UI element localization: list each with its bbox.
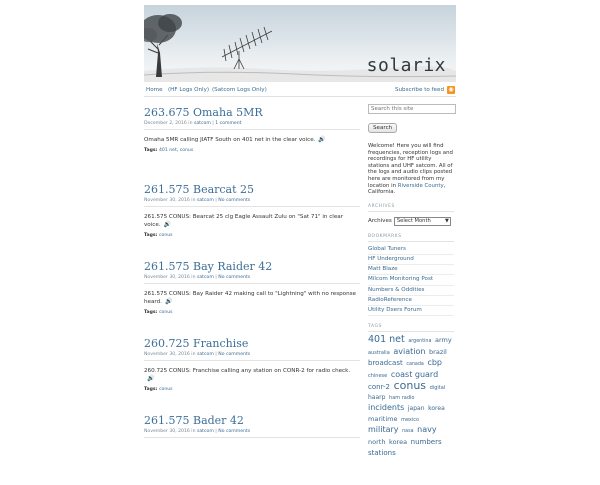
post-in-label: in bbox=[191, 275, 196, 280]
tag-cloud-link[interactable]: maritime bbox=[368, 415, 398, 424]
tag-cloud-link[interactable]: nasa bbox=[402, 429, 414, 435]
post bbox=[144, 183, 360, 254]
rss-icon[interactable]: ◉ bbox=[448, 86, 454, 93]
tag-cloud bbox=[368, 335, 454, 459]
post-body bbox=[144, 367, 360, 383]
post-category-link[interactable]: satcom bbox=[196, 429, 214, 434]
tag-link[interactable]: conus bbox=[158, 310, 173, 315]
tag-cloud-link[interactable]: cbp bbox=[427, 358, 443, 368]
archives-row bbox=[368, 217, 454, 226]
post bbox=[144, 260, 360, 331]
bookmarks-list bbox=[368, 245, 454, 316]
speaker-icon[interactable]: 🔊 bbox=[147, 375, 155, 382]
bookmark-link[interactable]: Numbers & Oddities bbox=[368, 286, 454, 296]
post-category-link[interactable]: satcom bbox=[196, 352, 214, 357]
tree-graphic bbox=[144, 14, 182, 77]
tags-label: Tags: bbox=[144, 148, 158, 153]
bookmark-link[interactable]: RadioReference bbox=[368, 296, 454, 306]
post-tags bbox=[144, 310, 360, 315]
speaker-icon[interactable]: 🔊 bbox=[163, 221, 172, 228]
tag-cloud-link[interactable]: ham radio bbox=[389, 395, 415, 402]
tag-cloud-link[interactable]: australia bbox=[368, 350, 390, 357]
bookmark-link[interactable]: Milcom Monitoring Post bbox=[368, 275, 454, 285]
tags-label: Tags: bbox=[144, 310, 158, 315]
header-banner bbox=[144, 5, 456, 82]
tag-cloud-link[interactable]: coast guard bbox=[390, 370, 439, 380]
post-meta: November 30, 2016 in satcom | No comments bbox=[144, 198, 360, 207]
tag-cloud-link[interactable]: argentina bbox=[408, 339, 432, 345]
post-comments-link[interactable]: No comments bbox=[218, 429, 251, 434]
tag-cloud-link[interactable]: army bbox=[435, 336, 452, 345]
post-in-label: in bbox=[191, 352, 196, 357]
nav-item-home[interactable]: Home bbox=[146, 87, 163, 93]
subscribe-feed-link[interactable]: Subscribe to feed bbox=[394, 87, 444, 93]
tag-cloud-link[interactable]: incidents bbox=[368, 403, 405, 413]
post-tags bbox=[144, 387, 360, 392]
post-text: Omaha 5MR calling JIATF South on 401 net in the clear voice. bbox=[144, 137, 316, 143]
top-nav bbox=[144, 82, 456, 97]
tags-label: Tags: bbox=[144, 387, 158, 392]
post-in-label: in bbox=[188, 121, 193, 126]
post-comments-link[interactable]: No comments bbox=[218, 198, 251, 203]
post-in-label: in bbox=[191, 198, 196, 203]
tag-link[interactable]: conus bbox=[158, 387, 173, 392]
tag-cloud-link[interactable]: stations bbox=[368, 449, 396, 458]
post-body bbox=[144, 213, 360, 229]
post-title[interactable]: 261.575 Bay Raider 42 bbox=[144, 260, 273, 273]
post-title[interactable]: 260.725 Franchise bbox=[144, 337, 249, 350]
search-button[interactable]: Search bbox=[368, 123, 397, 133]
post bbox=[144, 106, 360, 177]
sidebar bbox=[368, 104, 454, 459]
post-text: 261.575 CONUS: Bearcat 25 clg Eagle Assault Zulu on "Sat 71" in clear voice. bbox=[144, 214, 344, 228]
search-input[interactable] bbox=[368, 104, 456, 114]
post-in-label: in bbox=[191, 429, 196, 434]
post-category-link[interactable]: satcom bbox=[196, 198, 214, 203]
tag-cloud-link[interactable]: conus bbox=[393, 379, 427, 393]
tag-cloud-link[interactable]: digital bbox=[429, 385, 446, 392]
nav-item-satcom-logs[interactable]: (Satcom Logs Only) bbox=[212, 87, 267, 93]
post-category-link[interactable]: satcom bbox=[193, 121, 211, 126]
post-text: 260.725 CONUS: Franchise calling any station on CONR-2 for radio check. bbox=[144, 368, 351, 374]
welcome-post: , California. bbox=[368, 182, 446, 196]
post-title[interactable]: 261.575 Bader 42 bbox=[144, 414, 244, 427]
tag-cloud-link[interactable]: canada bbox=[406, 362, 424, 368]
tag-cloud-link[interactable]: conr-2 bbox=[368, 383, 390, 392]
nav-item-hf-logs[interactable]: (HF Logs Only) bbox=[168, 87, 210, 93]
post-body bbox=[144, 290, 360, 306]
tag-cloud-link[interactable]: haarp bbox=[368, 394, 386, 402]
main-content bbox=[144, 100, 360, 485]
post-date: November 30, 2016 bbox=[144, 429, 190, 434]
post-text: 261.575 CONUS: Bay Raider 42 making call to "Lightning" with no response heard. bbox=[144, 291, 356, 305]
post-date: November 30, 2016 bbox=[144, 198, 190, 203]
bookmark-link[interactable]: Matt Blaze bbox=[368, 265, 454, 275]
antenna-graphic bbox=[222, 27, 272, 69]
tags-label: Tags: bbox=[144, 233, 158, 238]
speaker-icon[interactable]: 🔊 bbox=[164, 298, 173, 305]
post-date: December 2, 2016 bbox=[144, 121, 187, 126]
tag-cloud-link[interactable]: broadcast bbox=[368, 359, 403, 368]
post-meta: November 30, 2016 in satcom | No comments bbox=[144, 429, 360, 438]
post-date: November 30, 2016 bbox=[144, 352, 190, 357]
tag-cloud-link[interactable]: aviation bbox=[393, 347, 426, 357]
post-title[interactable]: 263.675 Omaha 5MR bbox=[144, 106, 263, 119]
tag-link[interactable]: conus bbox=[179, 148, 194, 153]
tag-cloud-link[interactable]: north bbox=[368, 438, 386, 447]
post bbox=[144, 337, 360, 408]
tag-cloud-link[interactable]: military bbox=[368, 425, 399, 435]
post-meta: November 30, 2016 in satcom | No comments bbox=[144, 352, 360, 361]
welcome-text bbox=[368, 143, 454, 196]
tag-cloud-link[interactable]: 401 net bbox=[368, 334, 405, 346]
post-comments-link[interactable]: No comments bbox=[218, 275, 251, 280]
speaker-icon[interactable]: 🔊 bbox=[318, 136, 326, 143]
post-meta: December 2, 2016 in satcom | 1 comment bbox=[144, 121, 360, 130]
post-date: November 30, 2016 bbox=[144, 275, 190, 280]
tag-cloud-link[interactable]: korea bbox=[389, 438, 408, 447]
location-link[interactable]: Riverside County bbox=[397, 182, 444, 189]
tag-cloud-link[interactable]: chinese bbox=[368, 373, 388, 380]
post-tags: Tags: 401 net, conus bbox=[144, 148, 194, 153]
archives-heading: ARCHIVES bbox=[368, 204, 454, 212]
tag-cloud-link[interactable]: brazil bbox=[429, 348, 447, 357]
bookmark-link[interactable]: Global Tuners bbox=[368, 245, 454, 255]
post bbox=[144, 414, 360, 485]
tag-cloud-link[interactable]: japan bbox=[407, 405, 425, 413]
post-body bbox=[144, 136, 360, 144]
tags-heading: TAGS bbox=[368, 324, 454, 332]
tag-cloud-link[interactable]: numbers bbox=[410, 438, 442, 447]
tag-cloud-link[interactable]: korea bbox=[428, 405, 445, 413]
bookmarks-heading: BOOKMARKS bbox=[368, 234, 454, 242]
bookmark-link[interactable]: HF Underground bbox=[368, 255, 454, 265]
welcome-pre: Welcome! Here you will find frequencies, reception logs and recordings for HF utility stations and UHF satcom. All of the logs and audio clips posted here are monitored from my location in bbox=[368, 143, 453, 189]
tag-cloud-link[interactable]: mexico bbox=[401, 417, 420, 424]
post-comments-link[interactable]: No comments bbox=[218, 352, 251, 357]
archives-select-value: Select Month bbox=[396, 218, 431, 225]
archives-select[interactable] bbox=[394, 217, 451, 226]
post-tags bbox=[144, 233, 360, 238]
archives-label: Archives bbox=[368, 218, 392, 225]
post-title[interactable]: 261.575 Bearcat 25 bbox=[144, 183, 255, 196]
chevron-down-icon: ▼ bbox=[445, 218, 449, 225]
site-title[interactable]: solarix bbox=[366, 55, 446, 76]
tag-cloud-link[interactable]: navy bbox=[417, 425, 437, 435]
post-meta: November 30, 2016 in satcom | No comments bbox=[144, 275, 360, 284]
bookmark-link[interactable]: Utility Dxers Forum bbox=[368, 306, 454, 316]
post-category-link[interactable]: satcom bbox=[196, 275, 214, 280]
tag-link[interactable]: 401 net bbox=[158, 148, 177, 153]
tag-link[interactable]: conus bbox=[158, 233, 173, 238]
post-comments-link[interactable]: 1 comment bbox=[215, 121, 242, 126]
